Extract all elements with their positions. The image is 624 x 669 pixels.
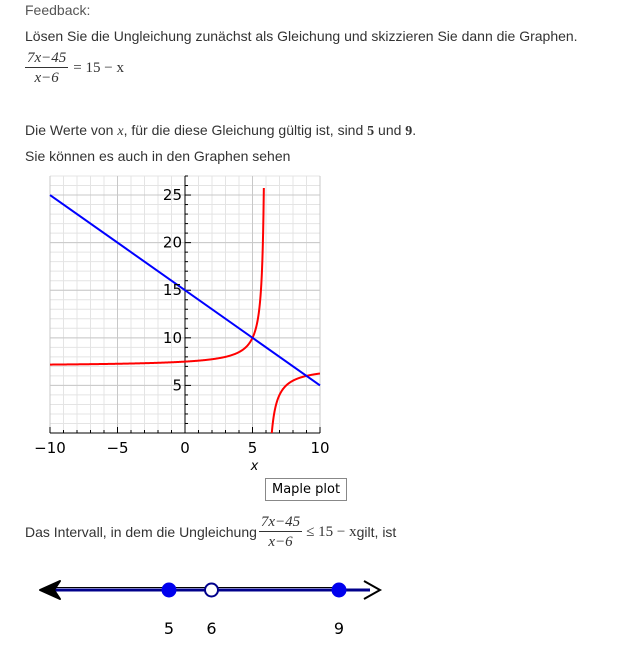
graph-hint: Sie können es auch in den Graphen sehen xyxy=(25,148,291,164)
y-tick-label: 25 xyxy=(162,186,182,205)
y-tick-label: 15 xyxy=(162,281,182,300)
number-line-label-5: 5 xyxy=(163,619,175,638)
interval-rhs: ≤ 15 − x xyxy=(306,523,357,540)
solution-text-and: und xyxy=(374,122,406,138)
solution-text-middle: , für die diese Gleichung gültig ist, sind xyxy=(123,122,368,138)
interval-text-before: Das Intervall, in dem die Ungleichung xyxy=(25,524,257,540)
number-line-label-9: 9 xyxy=(333,619,345,638)
x-tick-label: 10 xyxy=(310,439,330,457)
solution-var: x xyxy=(117,124,124,139)
equation xyxy=(25,48,124,88)
interval-sentence xyxy=(25,512,396,552)
solution-text-before: Die Werte von xyxy=(25,122,118,138)
x-tick-label: −5 xyxy=(106,439,129,457)
x-tick-label: 0 xyxy=(180,439,190,457)
closed-point-5 xyxy=(162,583,176,597)
solution-sentence xyxy=(25,122,416,140)
plot-labels xyxy=(34,186,329,474)
interval-denominator: x−6 xyxy=(268,534,293,550)
y-tick-label: 20 xyxy=(162,233,182,252)
number-line-label-6: 6 xyxy=(206,619,217,638)
equation-denominator: x−6 xyxy=(34,70,59,86)
maple-plot xyxy=(25,168,345,478)
solution-text-end: . xyxy=(412,122,417,138)
x-tick-label: −10 xyxy=(34,439,66,457)
equation-rhs: = 15 − x xyxy=(73,59,124,76)
feedback-label: Feedback: xyxy=(25,2,91,18)
y-tick-label: 5 xyxy=(172,376,182,395)
closed-point-9 xyxy=(332,583,346,597)
interval-numerator: 7x−45 xyxy=(260,514,301,530)
interval-text-after: gilt, ist xyxy=(356,524,397,540)
number-line xyxy=(30,570,410,650)
x-axis-label: x xyxy=(250,459,259,474)
x-tick-label: 5 xyxy=(247,439,258,457)
solution-value-1: 5 xyxy=(367,124,375,139)
interval-fraction xyxy=(259,514,302,550)
solution-value-2: 9 xyxy=(405,124,413,139)
open-point-6 xyxy=(205,584,218,597)
instruction-text: Lösen Sie die Ungleichung zunächst als Gleichung und skizzieren Sie dann die Graphen. xyxy=(25,28,578,44)
equation-numerator: 7x−45 xyxy=(27,50,67,66)
maple-plot-caption: Maple plot xyxy=(265,478,347,501)
equation-fraction xyxy=(25,50,68,86)
y-tick-label: 10 xyxy=(162,328,182,347)
